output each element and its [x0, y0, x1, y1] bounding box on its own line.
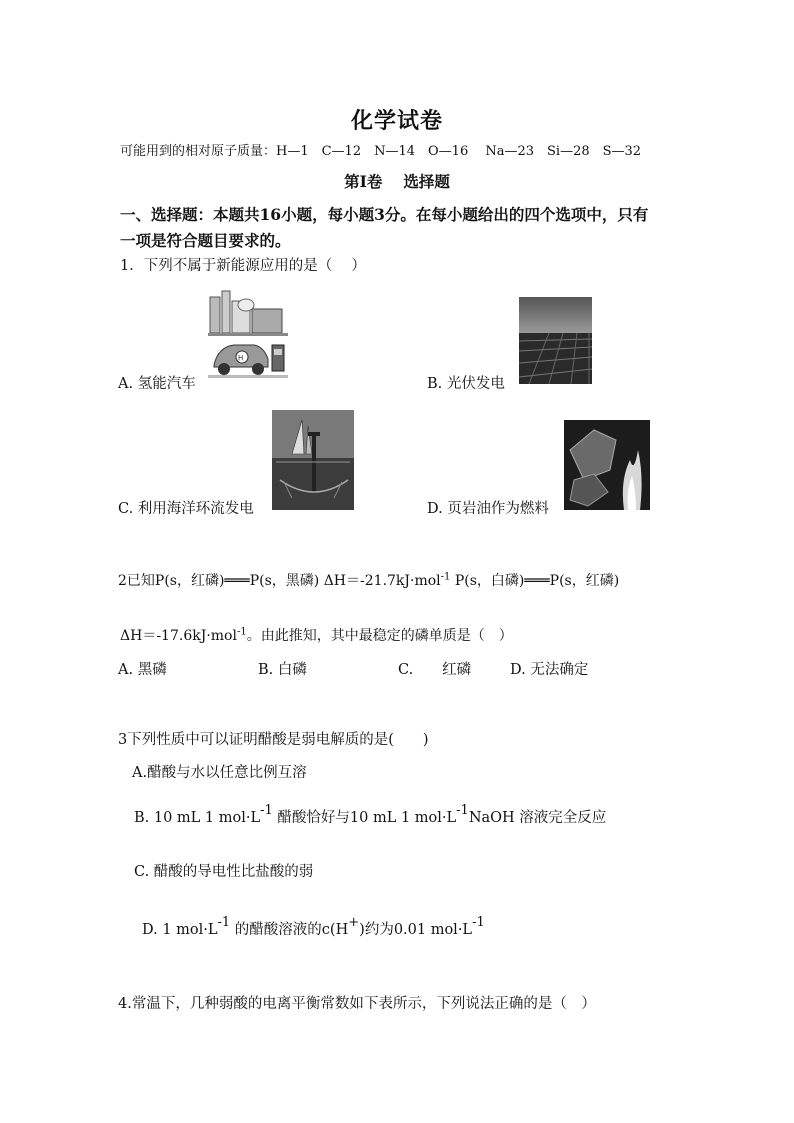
solar-panel-image: [519, 297, 592, 384]
q2-option-d: D. 无法确定: [510, 662, 589, 678]
atomic-masses-note: 可能用到的相对原子质量：H—1 C—12 N—14 O—16 Na—23 Si—28 S—32: [120, 144, 642, 159]
q3-stem: 3下列性质中可以证明醋酸是弱电解质的是( ): [118, 732, 429, 748]
q4-stem: 4.常温下，几种弱酸的电离平衡常数如下表所示，下列说法正确的是（ ）: [118, 996, 596, 1012]
q1-option-c: C. 利用海洋环流发电: [118, 501, 254, 517]
svg-text:H: H: [238, 354, 244, 362]
q3-option-b-superscript-1: -1: [260, 803, 273, 818]
q3-option-d-superscript-3: -1: [472, 915, 485, 930]
q2-line-2-superscript: -1: [236, 626, 247, 638]
q1-option-d: D. 页岩油作为燃料: [427, 501, 549, 517]
q3-option-a: A.醋酸与水以任意比例互溶: [132, 765, 307, 781]
hydrogen-car-image: [208, 287, 288, 383]
q3-option-c: C. 醋酸的导电性比盐酸的弱: [134, 864, 314, 880]
q3-option-b-text-2: 醋酸恰好与10 mL 1 mol·L: [272, 810, 457, 826]
instructions-line-1: 一、选择题：本题共16小题，每小题3分。在每小题给出的四个选项中，只有: [120, 205, 649, 224]
q3-option-d: [142, 915, 485, 939]
q3-option-b-superscript-2: -1: [456, 803, 469, 818]
q2-line-2-text-a: ΔH＝-17.6kJ·mol: [120, 628, 237, 644]
q3-option-d-text-3: )约为0.01 mol·L: [359, 922, 473, 938]
q3-option-b-text-1: B. 10 mL 1 mol·L: [134, 810, 261, 826]
q2-line-1-superscript: -1: [440, 571, 451, 583]
section-title: 第Ⅰ卷 选择题: [344, 172, 450, 191]
q2-line-1-text-b: P(s，白磷)═══P(s，红磷): [450, 573, 620, 589]
q1-option-a: A. 氢能汽车: [118, 376, 196, 392]
q3-option-b: [134, 803, 607, 827]
instructions-line-2: 一项是符合题目要求的。: [120, 231, 291, 250]
q1-option-b: B. 光伏发电: [427, 376, 505, 392]
q3-option-d-text-1: D. 1 mol·L: [142, 922, 218, 938]
ocean-power-image: [272, 410, 354, 510]
q2-line-2: [120, 625, 513, 645]
q1-stem: 1．下列不属于新能源应用的是（ ）: [120, 258, 366, 274]
q2-line-1: [118, 570, 619, 590]
q2-option-b: B. 白磷: [258, 662, 307, 678]
q2-option-c: C. 红磷: [398, 662, 472, 678]
q3-option-b-text-3: NaOH 溶液完全反应: [468, 810, 607, 826]
q3-option-d-superscript-1: -1: [217, 915, 231, 930]
q3-option-d-text-2: 的醋酸溶液的c(H: [230, 922, 349, 938]
q2-option-a: A. 黑磷: [118, 662, 167, 678]
q2-line-1-text-a: 2已知P(s，红磷)═══P(s，黑磷) ΔH＝-21.7kJ·mol: [118, 573, 441, 589]
page-title: 化学试卷: [350, 108, 443, 134]
shale-oil-image: [564, 420, 650, 510]
q3-option-d-superscript-2: +: [348, 915, 360, 930]
q2-line-2-text-b: 。由此推知，其中最稳定的磷单质是（ ）: [246, 628, 513, 644]
